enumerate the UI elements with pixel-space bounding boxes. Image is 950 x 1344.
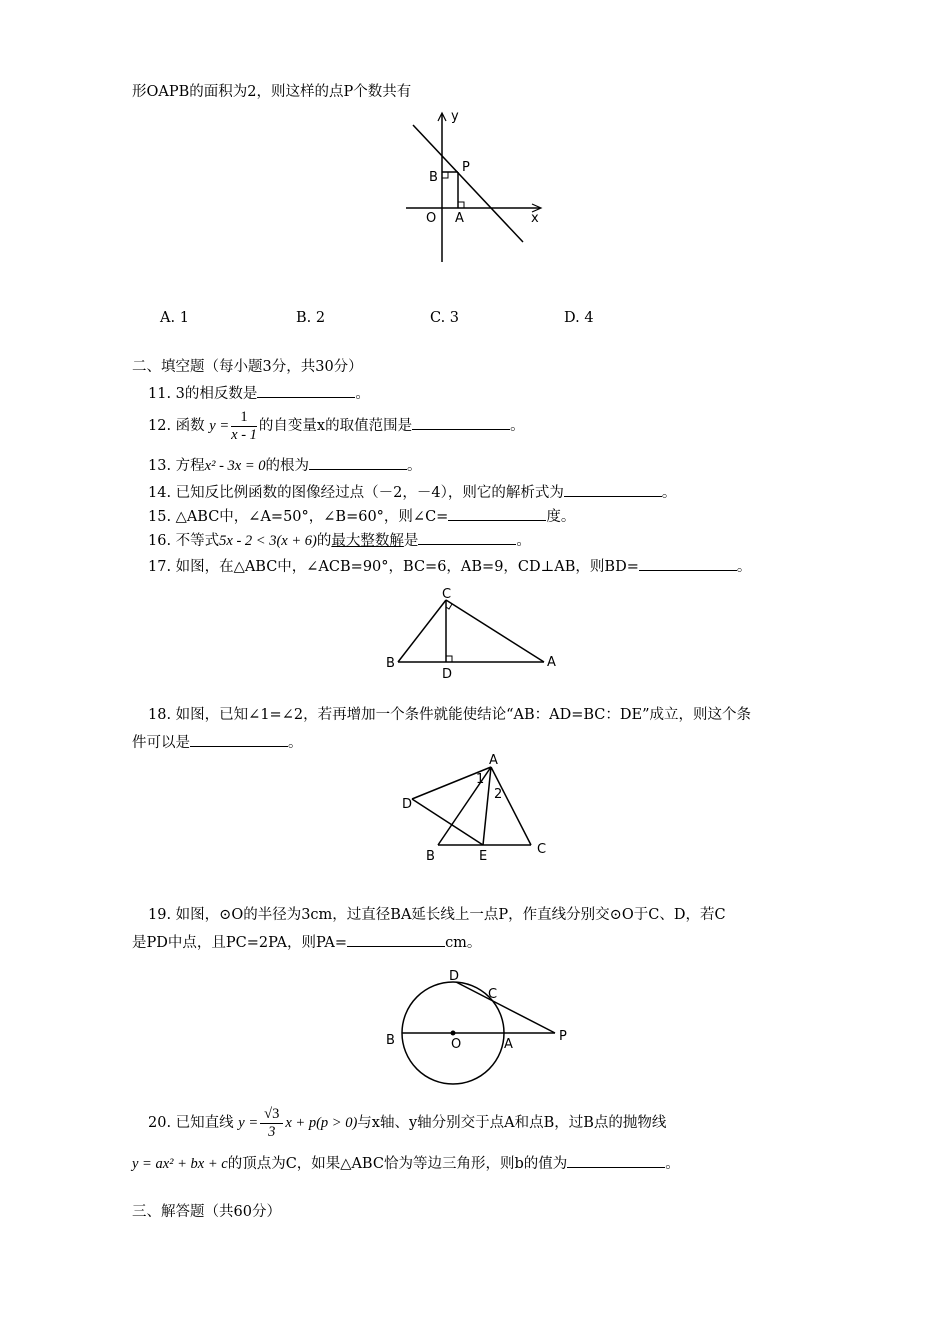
label-angle-2: 2 — [494, 787, 503, 802]
label-b: B — [386, 1033, 395, 1048]
q16: 16. 不等式5x - 2 < 3(x + 6)的最大整数解是 。 — [148, 533, 531, 549]
label-e: E — [479, 849, 488, 864]
label-o: O — [451, 1037, 462, 1052]
label-angle-1: 1 — [476, 772, 485, 787]
q19-line1: 19. 如图，⊙O的半径为3cm，过直径BA延长线上一点P，作直线分别交⊙O于C、D，若C — [148, 907, 726, 923]
q10-stem-tail: 形OAPB的面积为2，则这样的点P个数共有 — [132, 84, 412, 100]
line-dp — [456, 982, 555, 1033]
label-d: D — [402, 797, 413, 812]
q15: 15. △ABC中，∠A=50°，∠B=60°，则∠C= 度。 — [148, 509, 576, 525]
center-dot — [451, 1031, 456, 1036]
q17: 17. 如图，在△ABC中，∠ACB=90°，BC=6，AB=9，CD⊥AB，则BD= 。 — [148, 559, 752, 575]
section2-heading: 二、填空题（每小题3分，共30分） — [132, 359, 363, 375]
label-d: D — [449, 969, 460, 984]
label-d: D — [442, 667, 453, 682]
label-b: B — [426, 849, 435, 864]
option-c: C. 3 — [430, 310, 460, 326]
section3-heading: 三、解答题（共60分） — [132, 1204, 281, 1220]
label-b: B — [386, 656, 395, 671]
q13: 13. 方程x² - 3x = 0的根为 。 — [148, 458, 422, 474]
q14: 14. 已知反比例函数的图像经过点（－2，－4），则它的解析式为 。 — [148, 485, 677, 501]
label-x: x — [531, 211, 539, 226]
label-y: y — [451, 109, 459, 124]
option-b: B. 2 — [296, 310, 326, 326]
label-a: A — [547, 655, 556, 670]
label-a: A — [504, 1037, 513, 1052]
q18-line2: 件可以是 。 — [132, 735, 303, 751]
label-c: C — [442, 587, 452, 602]
label-o: O — [426, 211, 437, 226]
label-a: A — [455, 211, 464, 226]
label-b: B — [429, 170, 438, 185]
q11: 11. 3的相反数是 。 — [148, 386, 370, 402]
q20-fraction: $\frac{√3}{3}$ — [260, 1107, 283, 1139]
option-a: A. 1 — [160, 310, 189, 326]
q18-line1: 18. 如图，已知∠1=∠2，若再增加一个条件就能使结论“AB：AD=BC：DE”成立，则这个条 — [148, 707, 751, 723]
label-c: C — [537, 842, 547, 857]
option-d: D. 4 — [564, 310, 594, 326]
label-a: A — [489, 753, 498, 768]
q12-fraction: $\frac{1}{x - 1}$ — [231, 409, 257, 443]
label-p: P — [559, 1029, 567, 1044]
label-c: C — [488, 987, 498, 1002]
q20-line2: y = ax² + bx + c的顶点为C，如果△ABC恰为等边三角形，则b的值为 。 — [132, 1156, 680, 1172]
answer-blank[interactable] — [567, 1155, 665, 1168]
q12: 12. 函数 y = $\frac{1}{x - 1}$ 的自变量x的取值范围是 。 — [148, 409, 525, 443]
q20-line1: 20. 已知直线 y = $\frac{√3}{3}$ x + p(p > 0)与x轴、y轴分别交于点A和点B，过B点的抛物线 — [148, 1106, 667, 1140]
label-p: P — [462, 160, 470, 175]
q19-line2: 是PD中点，且PC=2PA，则PA= cm。 — [132, 935, 482, 951]
